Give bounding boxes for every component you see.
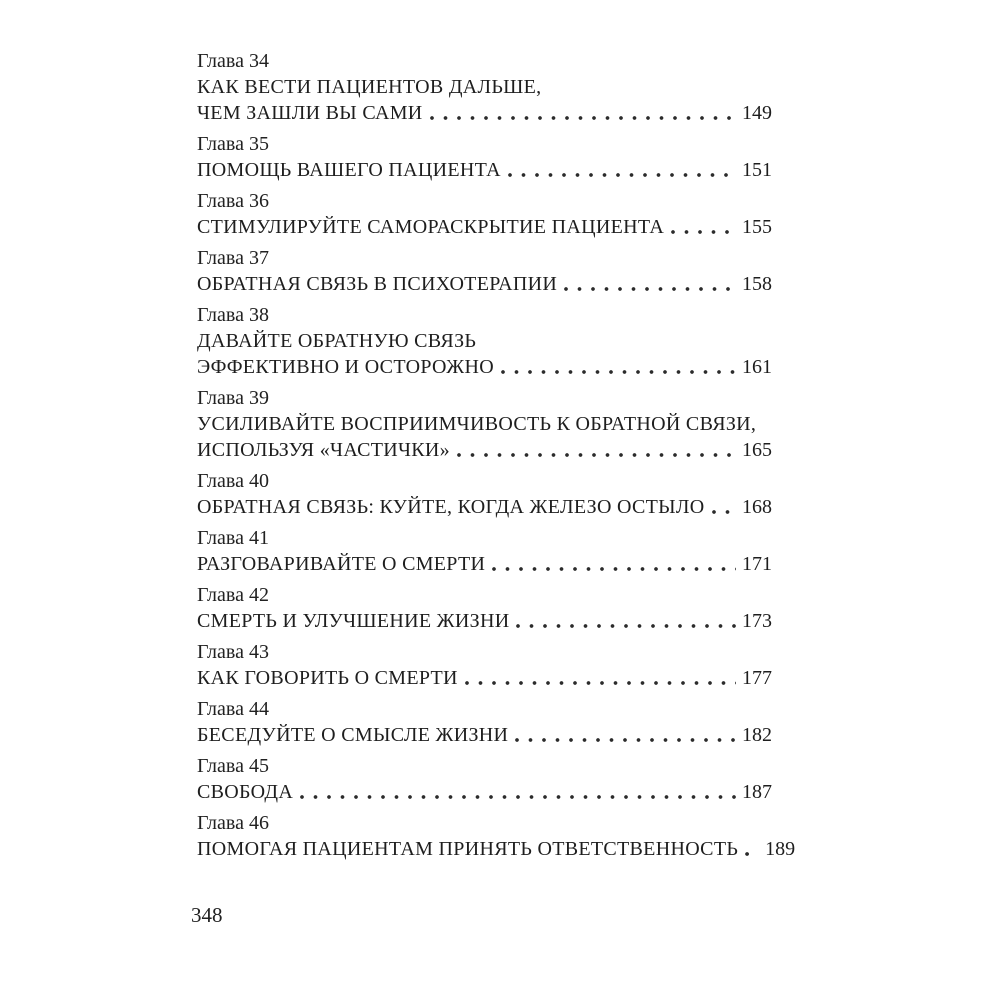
- toc-entry: [197, 48, 772, 126]
- toc-entry-title: РАЗГОВАРИВАЙТЕ О СМЕРТИ: [197, 553, 486, 575]
- toc-entry-title-row: [197, 836, 796, 862]
- toc-entry-page: 189: [765, 838, 796, 860]
- leader-dots: [516, 608, 736, 634]
- toc-entry-page: 158: [742, 273, 772, 295]
- toc-entry-title-row: [197, 328, 772, 354]
- toc-entry-title-row: [197, 437, 772, 463]
- toc-entry-title: ЧЕМ ЗАШЛИ ВЫ САМИ: [197, 102, 423, 124]
- toc-entry-title-row: [197, 74, 772, 100]
- toc-entry: [197, 753, 772, 805]
- toc-entry-title: ЭФФЕКТИВНО И ОСТОРОЖНО: [197, 356, 494, 378]
- toc-entry: [197, 525, 772, 577]
- toc-entry: [197, 696, 772, 748]
- toc-entry-title: ОБРАТНАЯ СВЯЗЬ В ПСИХОТЕРАПИИ: [197, 273, 558, 295]
- toc-entry-title-row: [197, 354, 772, 380]
- toc-entry: [197, 188, 772, 240]
- leader-dots: [564, 271, 736, 297]
- toc-entry-title: ОБРАТНАЯ СВЯЗЬ: КУЙТЕ, КОГДА ЖЕЛЕЗО ОСТЫЛО: [197, 496, 705, 518]
- toc-list: [197, 48, 796, 862]
- toc-entry-chapter: Глава 39: [197, 387, 269, 409]
- toc-entry-title: ПОМОЩЬ ВАШЕГО ПАЦИЕНТА: [197, 159, 501, 181]
- toc-entry-title-row: [197, 665, 772, 691]
- toc-entry: [197, 582, 772, 634]
- toc-entry-title: КАК ГОВОРИТЬ О СМЕРТИ: [197, 667, 458, 689]
- toc-entry-title: ИСПОЛЬЗУЯ «ЧАСТИЧКИ»: [197, 439, 450, 461]
- toc-entry-chapter: Глава 43: [197, 641, 269, 663]
- toc-entry-title-row: [197, 551, 772, 577]
- toc-entry: [197, 131, 772, 183]
- toc-entry: [197, 245, 772, 297]
- toc-entry-page: 149: [742, 102, 772, 124]
- toc-entry-title-row: [197, 608, 772, 634]
- leader-dots: [465, 665, 736, 691]
- toc-entry-page: 151: [742, 159, 772, 181]
- toc-entry-title-row: [197, 271, 772, 297]
- toc-entry-chapter: Глава 38: [197, 304, 269, 326]
- leader-dots: [300, 779, 736, 805]
- toc-entry-page: 171: [742, 553, 772, 575]
- toc-entry-chapter: Глава 40: [197, 470, 269, 492]
- toc-entry-chapter: Глава 35: [197, 133, 269, 155]
- leader-dots: [492, 551, 736, 577]
- toc-entry-chapter: Глава 46: [197, 812, 269, 834]
- leader-dots: [508, 157, 736, 183]
- toc-entry: [197, 302, 772, 380]
- toc-entry-page: 182: [742, 724, 772, 746]
- toc-entry-title-row: [197, 411, 772, 437]
- toc-entry-title: СВОБОДА: [197, 781, 294, 803]
- toc-entry-title: КАК ВЕСТИ ПАЦИЕНТОВ ДАЛЬШЕ,: [197, 76, 542, 98]
- toc-entry-chapter: Глава 42: [197, 584, 269, 606]
- toc-entry-title: БЕСЕДУЙТЕ О СМЫСЛЕ ЖИЗНИ: [197, 724, 509, 746]
- page-number: 348: [191, 903, 223, 927]
- toc-entry-page: 173: [742, 610, 772, 632]
- toc-entry: [197, 468, 772, 520]
- leader-dots: [515, 722, 736, 748]
- toc-entry-chapter: Глава 44: [197, 698, 269, 720]
- toc-entry-title-row: [197, 722, 772, 748]
- toc-entry-title: ПОМОГАЯ ПАЦИЕНТАМ ПРИНЯТЬ ОТВЕТСТВЕННОСТЬ: [197, 838, 739, 860]
- toc-entry-title-row: [197, 157, 772, 183]
- toc-entry-page: 177: [742, 667, 772, 689]
- toc-entry-title-row: [197, 494, 772, 520]
- toc-entry-page: 155: [742, 216, 772, 238]
- toc-entry-title-row: [197, 214, 772, 240]
- book-page: [197, 48, 796, 867]
- toc-entry-chapter: Глава 36: [197, 190, 269, 212]
- toc-entry: [197, 385, 772, 463]
- toc-entry-page: 165: [742, 439, 772, 461]
- toc-entry-title: ДАВАЙТЕ ОБРАТНУЮ СВЯЗЬ: [197, 330, 477, 352]
- leader-dots: [457, 437, 736, 463]
- leader-dots: [671, 214, 736, 240]
- toc-entry-page: 161: [742, 356, 772, 378]
- toc-entry: [197, 810, 796, 862]
- leader-dots: [712, 494, 736, 520]
- toc-entry-chapter: Глава 37: [197, 247, 269, 269]
- toc-entry-title-row: [197, 779, 772, 805]
- leader-dots: [501, 354, 736, 380]
- toc-entry-chapter: Глава 34: [197, 50, 269, 72]
- toc-entry-chapter: Глава 45: [197, 755, 269, 777]
- toc-entry-page: 187: [742, 781, 772, 803]
- toc-entry-title-row: [197, 100, 772, 126]
- toc-entry-title: СМЕРТЬ И УЛУЧШЕНИЕ ЖИЗНИ: [197, 610, 510, 632]
- toc-entry-title: УСИЛИВАЙТЕ ВОСПРИИМЧИВОСТЬ К ОБРАТНОЙ СВЯЗИ,: [197, 413, 757, 435]
- toc-entry: [197, 639, 772, 691]
- toc-entry-page: 168: [742, 496, 772, 518]
- toc-entry-title: СТИМУЛИРУЙТЕ САМОРАСКРЫТИЕ ПАЦИЕНТА: [197, 216, 665, 238]
- leader-dots: [745, 836, 759, 862]
- leader-dots: [430, 100, 736, 126]
- toc-entry-chapter: Глава 41: [197, 527, 269, 549]
